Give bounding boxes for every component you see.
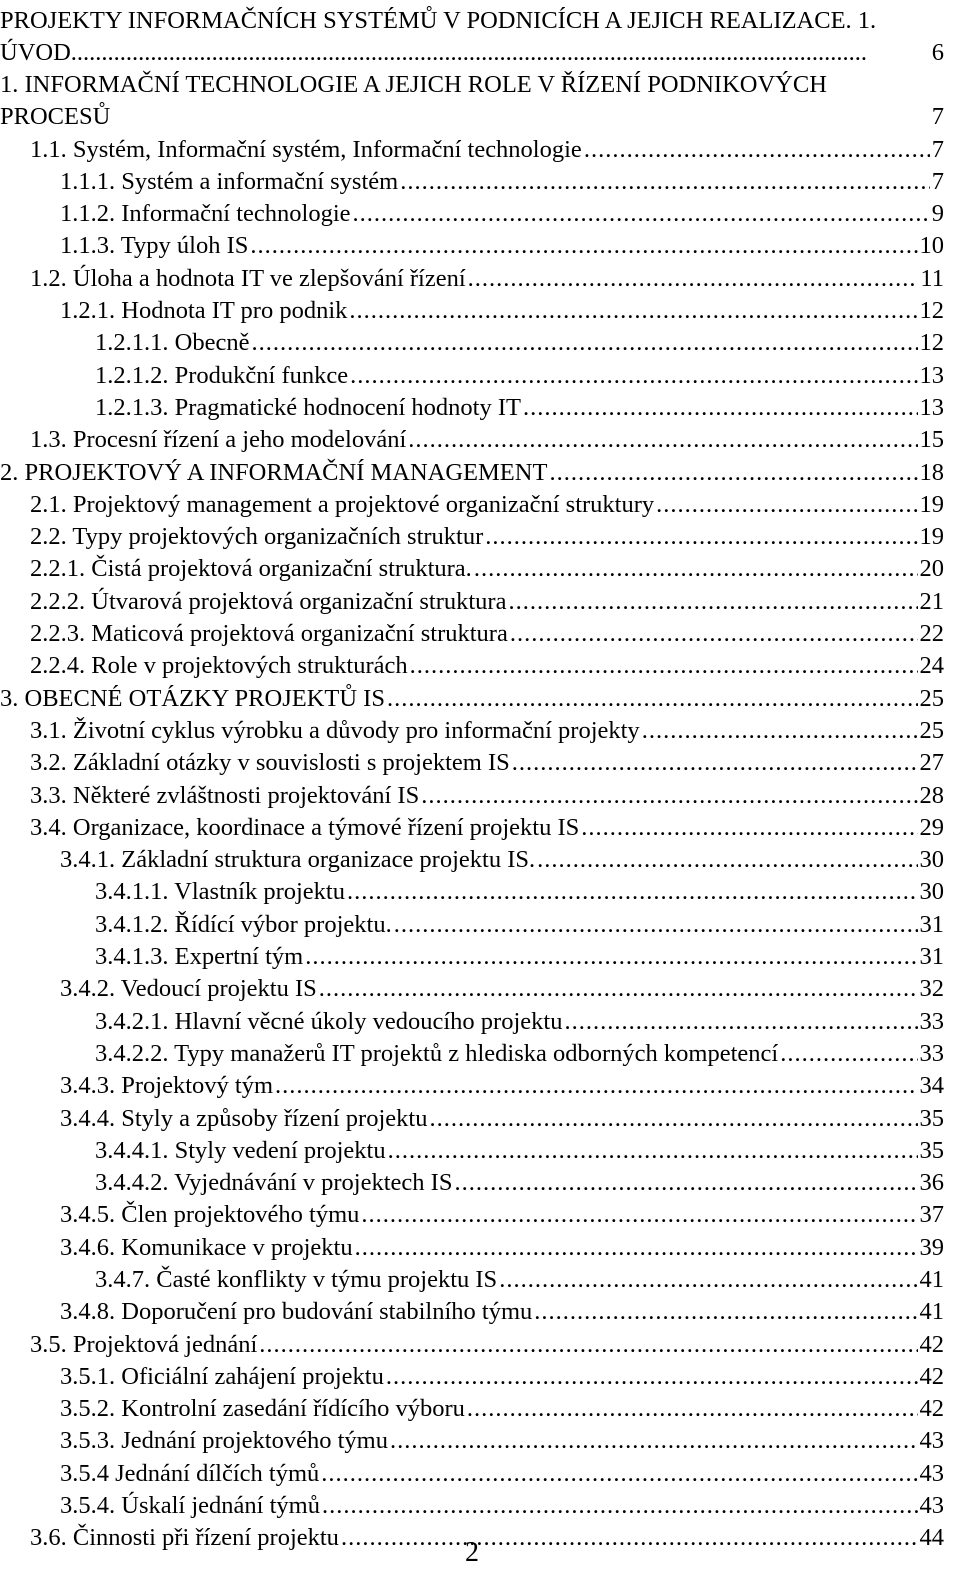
toc-entry-title: 3.4.1. Základní struktura organizace projektu IS. — [60, 846, 536, 874]
toc-entry[interactable] — [0, 263, 944, 295]
toc-leader-dots — [408, 424, 917, 456]
toc-entry-title: 2.2.4. Role v projektových strukturách — [30, 652, 408, 680]
toc-leader-dots: .................................................................................................................................. — [70, 39, 868, 66]
toc-entry-page: 12 — [919, 297, 944, 325]
toc-leader-dots — [584, 134, 930, 166]
toc-entry-page: 34 — [919, 1072, 944, 1100]
toc-leader-dots — [429, 1103, 917, 1135]
toc-entry[interactable] — [0, 1006, 944, 1038]
toc-entry[interactable] — [0, 618, 944, 650]
toc-entry-page: 25 — [919, 684, 944, 712]
toc-entry-page: 30 — [919, 846, 944, 874]
toc-entry[interactable] — [0, 295, 944, 327]
toc-leader-dots — [259, 1329, 917, 1361]
toc-leader-dots — [319, 973, 918, 1005]
toc-entry-title: 1.2.1. Hodnota IT pro podnik — [60, 297, 348, 325]
toc-entry-page: 7 — [931, 135, 944, 163]
toc-entry-title: 3.5.4. Úskalí jednání týmů — [60, 1492, 320, 1520]
toc-leader-dots — [390, 1425, 918, 1457]
toc-entry[interactable] — [0, 650, 944, 682]
toc-leader-dots — [321, 1458, 917, 1490]
toc-leader-dots — [512, 747, 918, 779]
toc-entry-title: 2.1. Projektový management a projektové organizační struktury — [30, 490, 655, 518]
toc-entry[interactable] — [0, 1361, 944, 1393]
toc-leader-dots — [656, 489, 917, 521]
toc-entry[interactable] — [0, 1038, 944, 1070]
toc-entry-title: 1.1.1. Systém a informační systém — [60, 167, 399, 195]
toc-leader-dots — [510, 618, 918, 650]
toc-entry[interactable] — [0, 1232, 944, 1264]
toc-entry-page: 20 — [919, 555, 944, 583]
toc-entry-page: 10 — [919, 232, 944, 260]
toc-leader-dots — [454, 1167, 917, 1199]
toc-entry[interactable] — [0, 553, 944, 585]
toc-entry[interactable] — [0, 134, 944, 166]
toc-entry-page: 19 — [919, 490, 944, 518]
toc-entry-title: 3.4.8. Doporučení pro budování stabilního týmu — [60, 1298, 533, 1326]
toc-entry-title: 3.4.2. Vedoucí projektu IS — [60, 975, 317, 1003]
toc-entry-page: 31 — [919, 943, 944, 971]
toc-entry-title: 3.4.6. Komunikace v projektu — [60, 1233, 353, 1261]
toc-leader-dots — [468, 263, 919, 295]
toc-entry-title: 3.5.2. Kontrolní zasedání řídícího výboru — [60, 1395, 465, 1423]
toc-entry-page: 11 — [920, 264, 944, 292]
toc-entry[interactable] — [0, 1296, 944, 1328]
toc-leader-dots — [474, 553, 918, 585]
toc-entry-page: 33 — [919, 1039, 944, 1067]
toc-entry-page: 42 — [919, 1395, 944, 1423]
toc-entry-page: 43 — [919, 1459, 944, 1487]
toc-entry-title: 3.6. Činnosti při řízení projektu — [30, 1524, 339, 1552]
toc-entry-title: 3.4.1.1. Vlastník projektu — [95, 878, 345, 906]
toc-entry-page: 42 — [919, 1330, 944, 1358]
toc-entry-uvod[interactable] — [0, 37, 944, 69]
toc-entry[interactable] — [0, 1393, 944, 1425]
toc-entry-page: 9 — [931, 200, 944, 228]
toc-entry-page: 13 — [919, 393, 944, 421]
toc-entry-title: 3.2. Základní otázky v souvislosti s projektem IS — [30, 749, 510, 777]
page-number: 2 — [465, 1537, 479, 1568]
toc-leader-dots — [250, 230, 917, 262]
table-of-contents — [0, 69, 944, 1555]
toc-leader-dots — [347, 876, 918, 908]
toc-entry-page: 28 — [919, 781, 944, 809]
toc-entry[interactable] — [0, 230, 944, 262]
toc-entry[interactable] — [0, 683, 944, 715]
toc-entry-title: 3.5. Projektová jednání — [30, 1330, 258, 1358]
toc-entry-page: 35 — [919, 1136, 944, 1164]
toc-entry-page: 41 — [919, 1298, 944, 1326]
toc-leader-dots — [537, 844, 917, 876]
toc-entry[interactable] — [0, 747, 944, 779]
toc-entry-page: 32 — [919, 975, 944, 1003]
toc-entry-page: 41 — [919, 1265, 944, 1293]
toc-entry[interactable] — [0, 198, 944, 230]
toc-leader-dots — [400, 166, 930, 198]
toc-entry[interactable] — [0, 780, 944, 812]
toc-leader-dots — [388, 1135, 918, 1167]
toc-leader-dots — [421, 780, 917, 812]
toc-entry-page: 43 — [919, 1492, 944, 1520]
toc-entry-page: 44 — [919, 1524, 944, 1552]
toc-entry-title: 3.4.7. Časté konflikty v týmu projektu IS — [95, 1265, 498, 1293]
toc-entry-title: 3.5.4 Jednání dílčích týmů — [60, 1459, 320, 1487]
toc-leader-dots — [275, 1070, 917, 1102]
toc-entry[interactable] — [0, 69, 944, 101]
toc-entry-page: 43 — [919, 1427, 944, 1455]
toc-entry-title: 1.2.1.1. Obecně — [95, 329, 250, 357]
toc-entry[interactable] — [0, 941, 944, 973]
toc-entry-page: 36 — [919, 1169, 944, 1197]
toc-entry-page: 31 — [919, 910, 944, 938]
toc-leader-dots — [394, 909, 918, 941]
toc-leader-dots — [305, 941, 917, 973]
toc-entry[interactable] — [0, 101, 944, 133]
toc-entry[interactable] — [0, 360, 944, 392]
toc-entry[interactable] — [0, 715, 944, 747]
toc-entry-page: 33 — [919, 1007, 944, 1035]
toc-entry-title: 3.3. Některé zvláštnosti projektování IS — [30, 781, 420, 809]
toc-leader-dots — [353, 198, 930, 230]
toc-entry-page: 22 — [919, 620, 944, 648]
toc-entry-page: 39 — [919, 1233, 944, 1261]
toc-entry[interactable] — [0, 1167, 944, 1199]
toc-entry-title: 3.4.5. Člen projektového týmu — [60, 1201, 360, 1229]
toc-entry[interactable] — [0, 973, 944, 1005]
toc-entry-page: 24 — [919, 652, 944, 680]
toc-entry-page: 27 — [919, 749, 944, 777]
toc-leader-dots — [581, 812, 917, 844]
toc-entry-title: 1.2.1.2. Produkční funkce — [95, 361, 349, 389]
toc-entry-title: 2.2. Typy projektových organizačních struktur — [30, 523, 484, 551]
toc-entry-page: 19 — [919, 523, 944, 551]
toc-entry-title: 3.4.1.2. Řídící výbor projektu. — [95, 910, 392, 938]
toc-leader-dots — [508, 586, 917, 618]
toc-entry[interactable] — [0, 1199, 944, 1231]
toc-entry[interactable] — [0, 1490, 944, 1522]
toc-entry[interactable] — [0, 876, 944, 908]
toc-entry-page: 7 — [931, 103, 944, 131]
toc-entry-title: 1. INFORMAČNÍ TECHNOLOGIE A JEJICH ROLE V ŘÍZENÍ PODNIKOVÝCH — [0, 71, 827, 98]
toc-entry[interactable] — [0, 1070, 944, 1102]
toc-entry[interactable] — [0, 844, 944, 876]
toc-leader-dots — [349, 295, 917, 327]
toc-entry-title: 2.2.1. Čistá projektová organizační struktura. — [30, 555, 472, 583]
toc-entry-page: 13 — [919, 361, 944, 389]
toc-entry[interactable] — [0, 1329, 944, 1361]
toc-leader-dots — [410, 650, 918, 682]
toc-entry-title: 3.5.3. Jednání projektového týmu — [60, 1427, 388, 1455]
toc-entry-title: 3.4.4.1. Styly vedení projektu — [95, 1136, 386, 1164]
toc-leader-dots — [387, 683, 918, 715]
toc-leader-dots — [350, 360, 917, 392]
toc-entry-title: 3.1. Životní cyklus výrobku a důvody pro informační projekty — [30, 716, 640, 744]
toc-entry-title: 3.4.1.3. Expertní tým — [95, 943, 304, 971]
toc-entry[interactable] — [0, 166, 944, 198]
toc-entry-page: 12 — [919, 329, 944, 357]
toc-entry-title: 1.1.2. Informační technologie — [60, 200, 351, 228]
toc-entry-page: 35 — [919, 1104, 944, 1132]
toc-entry[interactable] — [0, 392, 944, 424]
toc-entry-page: 37 — [919, 1201, 944, 1229]
toc-entry[interactable] — [0, 424, 944, 456]
toc-entry-title: 1.1. Systém, Informační systém, Informační technologie — [30, 135, 582, 163]
toc-entry-title: 3.4.4.2. Vyjednávání v projektech IS — [95, 1169, 453, 1197]
toc-entry[interactable] — [0, 457, 944, 489]
toc-leader-dots — [485, 521, 917, 553]
toc-leader-dots — [386, 1361, 918, 1393]
toc-entry-page: 21 — [919, 587, 944, 615]
toc-entry[interactable] — [0, 812, 944, 844]
toc-entry-title: 2.2.3. Maticová projektová organizační struktura — [30, 620, 508, 648]
toc-leader-dots — [355, 1232, 918, 1264]
toc-entry-title: 3.4. Organizace, koordinace a týmové řízení projektu IS — [30, 813, 580, 841]
toc-entry-title: 3.4.3. Projektový tým — [60, 1072, 274, 1100]
toc-entry-title: 3.4.2.1. Hlavní věcné úkoly vedoucího projektu — [95, 1007, 563, 1035]
toc-entry[interactable] — [0, 1103, 944, 1135]
toc-entry[interactable] — [0, 1425, 944, 1457]
toc-entry[interactable] — [0, 1264, 944, 1296]
toc-entry-page: 15 — [919, 426, 944, 454]
toc-entry[interactable] — [0, 586, 944, 618]
toc-entry-page: 6 — [928, 37, 944, 69]
toc-entry-page: 42 — [919, 1362, 944, 1390]
toc-entry-title: 1.2.1.3. Pragmatické hodnocení hodnoty IT — [95, 393, 521, 421]
toc-entry[interactable] — [0, 521, 944, 553]
toc-entry-title: 3.5.1. Oficiální zahájení projektu — [60, 1362, 384, 1390]
toc-leader-dots — [780, 1038, 917, 1070]
toc-leader-dots — [361, 1199, 917, 1231]
toc-entry-page: 29 — [919, 813, 944, 841]
toc-entry-title: 1.3. Procesní řízení a jeho modelování — [30, 426, 407, 454]
toc-leader-dots — [467, 1393, 918, 1425]
toc-entry-page: 25 — [919, 716, 944, 744]
toc-entry-title: 1.2. Úloha a hodnota IT ve zlepšování řízení — [30, 264, 466, 292]
toc-entry-page: 18 — [919, 458, 944, 486]
toc-entry[interactable] — [0, 1458, 944, 1490]
toc-leader-dots — [549, 457, 917, 489]
toc-entry[interactable] — [0, 1135, 944, 1167]
toc-entry[interactable] — [0, 909, 944, 941]
toc-entry-title: PROCESŮ — [0, 103, 111, 131]
toc-entry-title: 2.2.2. Útvarová projektová organizační struktura — [30, 587, 507, 615]
toc-leader-dots — [642, 715, 918, 747]
toc-entry-title: 3.4.2.2. Typy manažerů IT projektů z hlediska odborných kompetencí — [95, 1039, 779, 1067]
document-title-line: PROJEKTY INFORMAČNÍCH SYSTÉMŮ V PODNICÍCH A JEJICH REALIZACE. 1. — [0, 7, 877, 34]
toc-entry-title: 2. PROJEKTOVÝ A INFORMAČNÍ MANAGEMENT — [0, 458, 548, 486]
toc-entry-title: 3.4.4. Styly a způsoby řízení projektu — [60, 1104, 428, 1132]
toc-leader-dots — [523, 392, 918, 424]
toc-header — [0, 5, 944, 69]
toc-leader-dots — [534, 1296, 917, 1328]
toc-entry-title: 1.1.3. Typy úloh IS — [60, 232, 249, 260]
toc-entry[interactable] — [0, 327, 944, 359]
toc-leader-dots — [322, 1490, 918, 1522]
toc-entry-page: 7 — [931, 167, 944, 195]
toc-entry-title: 3. OBECNÉ OTÁZKY PROJEKTŮ IS — [0, 684, 385, 712]
toc-entry-title: ÚVOD — [0, 39, 71, 66]
toc-leader-dots — [251, 327, 917, 359]
toc-entry[interactable] — [0, 489, 944, 521]
toc-leader-dots — [499, 1264, 917, 1296]
toc-entry-page: 30 — [919, 878, 944, 906]
toc-leader-dots — [564, 1006, 917, 1038]
